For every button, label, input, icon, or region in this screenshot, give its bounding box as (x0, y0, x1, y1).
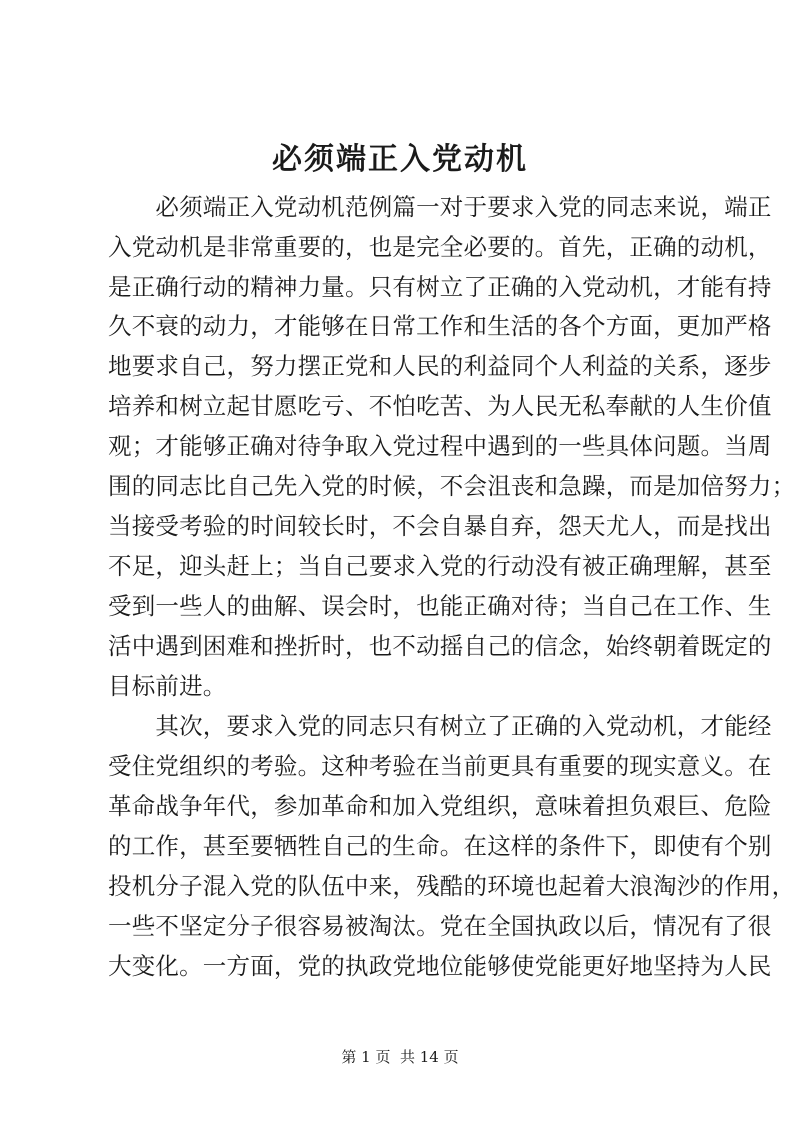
body-line: 久不衰的动力，才能够在日常工作和生活的各个方面，更加严格 (108, 312, 772, 340)
page-footer (0, 1047, 800, 1067)
body-line: 培养和树立起甘愿吃亏、不怕吃苦、为人民无私奉献的人生价值 (108, 392, 772, 420)
body-line: 大变化。一方面，党的执政党地位能够使党能更好地坚持为人民 (108, 952, 772, 980)
body-line: 其次，要求入党的同志只有树立了正确的入党动机，才能经 (108, 712, 772, 740)
body-line: 活中遇到困难和挫折时，也不动摇自己的信念，始终朝着既定的 (108, 632, 772, 660)
body-line: 一些不坚定分子很容易被淘汰。党在全国执政以后，情况有了很 (108, 912, 772, 940)
body-line: 是正确行动的精神力量。只有树立了正确的入党动机，才能有持 (108, 273, 772, 301)
body-line: 围的同志比自己先入党的时候，不会沮丧和急躁，而是加倍努力； (108, 472, 796, 500)
body-line: 不足，迎头赶上；当自己要求入党的行动没有被正确理解，甚至 (108, 552, 772, 580)
body-line: 地要求自己，努力摆正党和人民的利益同个人利益的关系，逐步 (108, 352, 772, 380)
body-line: 受到一些人的曲解、误会时，也能正确对待；当自己在工作、生 (108, 592, 772, 620)
page-number-label: 第 1 页 共 14 页 (341, 1048, 459, 1066)
body-line: 当接受考验的时间较长时，不会自暴自弃，怨天尤人，而是找出 (108, 512, 772, 540)
body-line: 观；才能够正确对待争取入党过程中遇到的一些具体问题。当周 (108, 432, 772, 460)
body-line: 投机分子混入党的队伍中来，残酷的环境也起着大浪淘沙的作用， (108, 872, 796, 900)
body-line: 必须端正入党动机范例篇一对于要求入党的同志来说，端正 (108, 193, 772, 221)
body-line: 革命战争年代，参加革命和加入党组织，意味着担负艰巨、危险 (108, 792, 772, 820)
body-line: 目标前进。 (108, 672, 227, 700)
body-line: 入党动机是非常重要的，也是完全必要的。首先，正确的动机， (108, 233, 772, 261)
document-title: 必须端正入党动机 (272, 142, 528, 177)
body-line: 的工作，甚至要牺牲自己的生命。在这样的条件下，即使有个别 (108, 832, 772, 860)
body-line: 受住党组织的考验。这种考验在当前更具有重要的现实意义。在 (108, 752, 772, 780)
